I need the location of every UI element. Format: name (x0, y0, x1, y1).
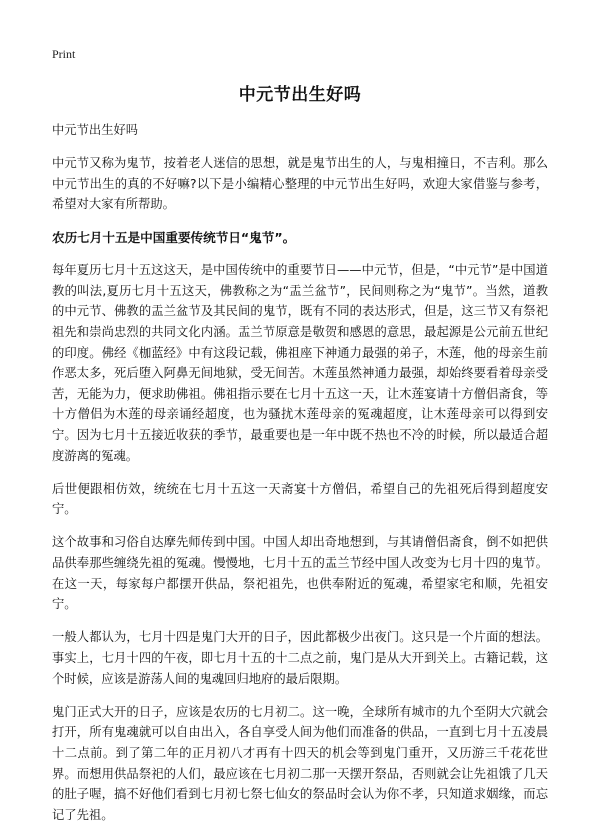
body-paragraph: 后世便跟相仿效，统统在七月十五这一天斋宴十方僧侣，希望自己的先祖死后得到超度安宁。 (52, 481, 548, 517)
page-title: 中元节出生好吗 (238, 85, 362, 105)
intro-paragraph: 中元节又称为鬼节，按着老人迷信的思想，就是鬼节出生的人，与鬼相撞日，不吉利。那么中元节出生的真的不好嘛?以下是小编精心整理的中元节出生好吗，欢迎大家借鉴与参考，希望对大家有所帮助。 (52, 156, 548, 212)
print-link[interactable]: Print (52, 47, 76, 61)
article-body (52, 120, 548, 838)
body-paragraph: 每年夏历七月十五这这天，是中国传统中的重要节日——中元节，但是，“中元节”是中国道教的叫法,夏历七月十五这天，佛教称之为“盂兰盆节”，民间则称之为“鬼节”。当然，道教的中元节、佛教的盂兰盆节及其民间的鬼节，既有不同的表达形式，但是，这三节又有祭祀祖先和崇尚忠烈的共同文化内涵。盂兰节原意是敬贺和感恩的意思，最起源是公元前五世纪的印度。佛经《枷蓝经》中有这段记载，佛祖座下神通力最强的弟子，木莲，他的母亲生前作恶太多，死后堕入阿鼻无间地狱，受无间苦。木莲虽然神通力最强，却始终要看着母亲受苦，无能为力，便求助佛祖。佛祖指示要在七月十五这一天，让木莲宴请十方僧侣斋食，等十方僧侣为木莲的母亲诵经超度，也为骚扰木莲母亲的冤魂超度，让木莲母亲可以得到安宁。因为七月十五接近收获的季节，最重要也是一年中既不热也不冷的时候，所以最适合超度游离的冤魂。 (52, 263, 548, 463)
article-subtitle: 中元节出生好吗 (52, 123, 139, 137)
body-paragraph: 鬼门正式大开的日子，应该是农历的七月初二。这一晚，全球所有城市的九个至阴大穴就会打开，所有鬼魂就可以自由出入，各自享受人间为他们而准备的供品，一直到七月十五凌晨十二点前。到了第二年的正月初八才再有十四天的机会等到鬼门重开，又历游三千花花世界。而想用供品祭祀的人们，最应该在七月初二那一天摆开祭品，否则就会让先祖饿了几天的肚子喔，搞不好他们看到七月初七祭七仙女的祭品时会认为你不孝，只知道求姻缘，而忘记了先祖。 (52, 704, 548, 822)
section-heading: 农历七月十五是中国重要传统节日“鬼节”。 (52, 229, 296, 245)
body-paragraph: 一般人都认为，七月十四是鬼门大开的日子，因此都极少出夜门。这只是一个片面的想法。事实上，七月十四的午夜，即七月十五的十二点之前，鬼门是从大开到关上。古籍记载，这个时候，应该是游荡人间的鬼魂回归地府的最后限期。 (52, 630, 548, 686)
body-paragraph: 这个故事和习俗自达摩先师传到中国。中国人却出奇地想到，与其请僧侣斋食，倒不如把供品供奉那些缠绕先祖的冤魂。慢慢地，七月十五的盂兰节经中国人改变为七月十四的鬼节。在这一天，每家每户都摆开供品，祭祀祖先，也供奉附近的冤魂，希望家宅和顺，先祖安宁。 (52, 535, 548, 612)
